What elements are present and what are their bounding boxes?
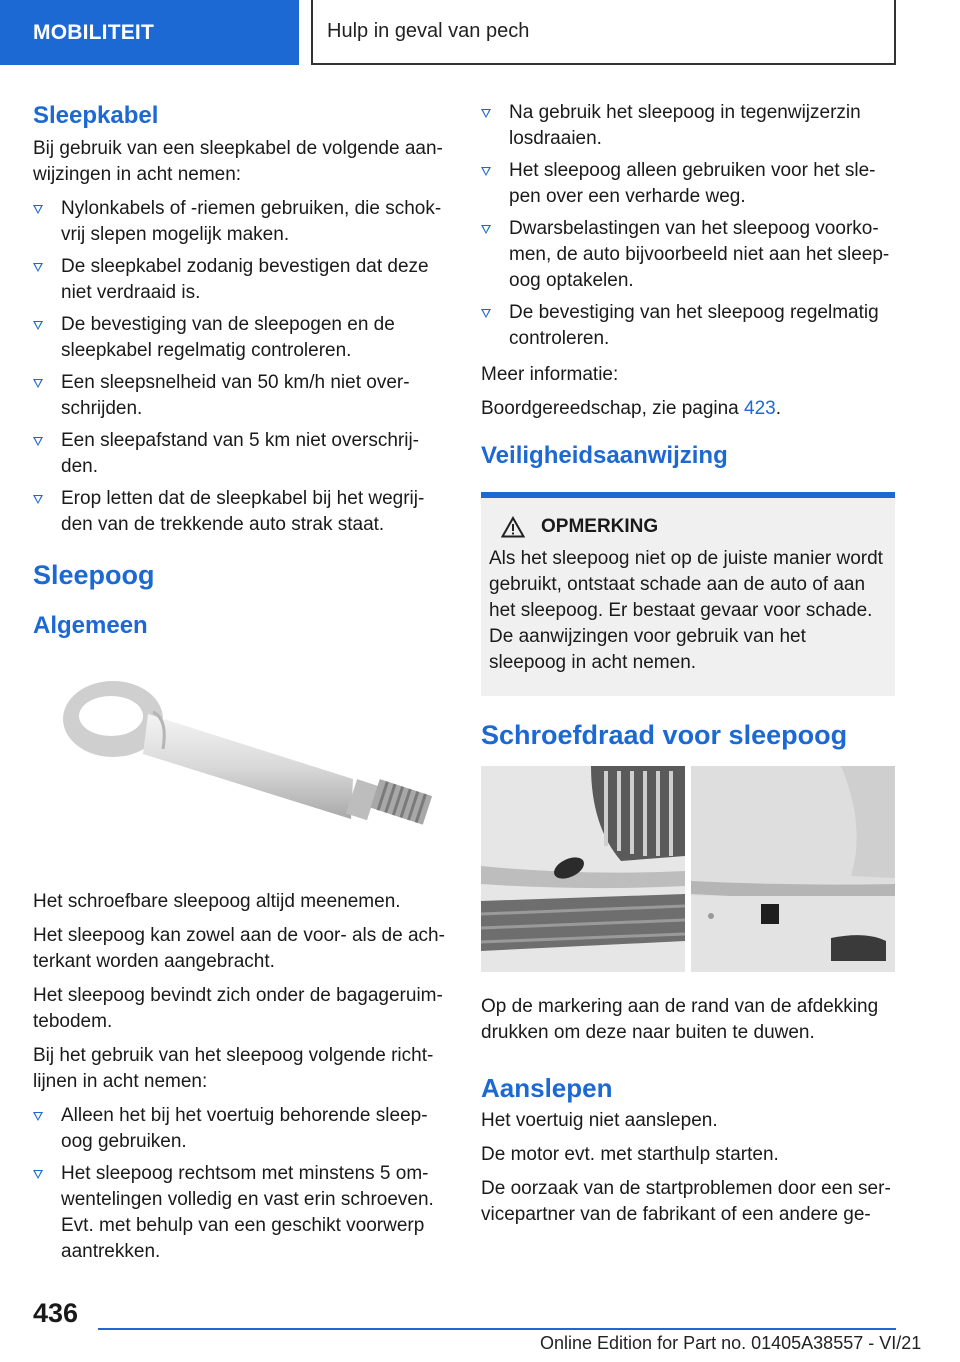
list-item: Een sleepsnelheid van 50 km/h niet over-schrijden. xyxy=(33,370,445,422)
list-item: Erop letten dat de sleepkabel bij het wegrij-den van de trekkende auto strak staat. xyxy=(33,486,445,538)
bullet-triangle-icon xyxy=(481,109,491,118)
sleepoog-heading: Sleepoog xyxy=(33,560,155,590)
list-item: De sleepkabel zodanig bevestigen dat deze niet verdraaid is. xyxy=(33,254,445,306)
bumper-grille-photo xyxy=(481,766,685,972)
bullet-triangle-icon xyxy=(33,1170,43,1179)
chapter-title: Hulp in geval van pech xyxy=(327,20,530,42)
edition-note: Online Edition for Part no. 01405A38557 - VI/21 xyxy=(540,1333,922,1353)
bumper-photos xyxy=(481,766,895,972)
schroefdraad-heading: Schroefdraad voor sleepoog xyxy=(481,720,848,750)
safety-heading: Veiligheidsaanwijzing xyxy=(481,442,728,469)
more-info-label: Meer informatie: xyxy=(481,364,619,385)
right-column xyxy=(481,100,895,1236)
list-item: De bevestiging van het sleepoog regelmatig controleren. xyxy=(481,300,895,352)
bullet-triangle-icon xyxy=(33,321,43,330)
algemeen-heading: Algemeen xyxy=(33,612,148,639)
bullet-triangle-icon xyxy=(33,1112,43,1121)
warning-icon xyxy=(501,516,525,538)
bullet-triangle-icon xyxy=(481,225,491,234)
notice-box xyxy=(481,492,895,696)
section-tab xyxy=(0,0,299,65)
sleepkabel-heading: Sleepkabel xyxy=(33,102,159,129)
paragraph: Het sleepoog bevindt zich onder de bagageruim-tebodem. xyxy=(33,985,443,1032)
paragraph: De oorzaak van de startproblemen door een ser-vicepartner van de fabrikant of een andere ge- xyxy=(481,1178,891,1225)
paragraph: De motor evt. met starthulp starten. xyxy=(481,1144,779,1165)
notice-text: Als het sleepoog niet op de juiste manier wordt gebruikt, ontstaat schade aan de auto of aan het sleepoog. Er bestaat gevaar voor schade. De aanwijzingen voor gebruik van het sleepoog in acht nemen. xyxy=(489,548,883,673)
list-item: Alleen het bij het voertuig behorende sleep-oog gebruiken. xyxy=(33,1103,445,1155)
bullet-triangle-icon xyxy=(33,437,43,446)
list-item: Het sleepoog alleen gebruiken voor het sle-pen over een verharde weg. xyxy=(481,158,895,210)
bullet-triangle-icon xyxy=(481,167,491,176)
sleepkabel-intro: Bij gebruik van een sleepkabel de volgende aan-wijzingen in acht nemen: xyxy=(33,138,443,185)
more-info xyxy=(481,396,895,422)
list-item: Het sleepoog rechtsom met minstens 5 om-wentelingen volledig en vast erin schroeven. Evt. met behulp van een geschikt voorwerp aantrekken. xyxy=(33,1161,445,1265)
page-number: 436 xyxy=(33,1298,79,1328)
more-info-end: . xyxy=(775,398,782,419)
bullet-triangle-icon xyxy=(33,263,43,272)
aanslepen-heading: Aanslepen xyxy=(481,1073,613,1103)
notice-title: OPMERKING xyxy=(489,516,887,538)
bullet-triangle-icon xyxy=(33,379,43,388)
list-item: De bevestiging van de sleepogen en de sleepkabel regelmatig controleren. xyxy=(33,312,445,364)
footer-divider xyxy=(98,1328,896,1330)
list-item: Dwarsbelastingen van het sleepoog voorko-men, de auto bijvoorbeeld niet aan het sleep-oog optakelen. xyxy=(481,216,895,294)
rear-bumper-photo xyxy=(691,766,895,972)
list-item: Na gebruik het sleepoog in tegenwijzerzin losdraaien. xyxy=(481,100,895,152)
section-label: MOBILITEIT xyxy=(33,20,154,44)
chapter-header xyxy=(311,0,896,65)
sleepoog-list xyxy=(33,1103,445,1265)
page-link-423[interactable]: 423 xyxy=(744,398,776,419)
paragraph: Het voertuig niet aanslepen. xyxy=(481,1110,718,1131)
list-item: Een sleepafstand van 5 km niet overschrij-den. xyxy=(33,428,445,480)
paragraph: Het sleepoog kan zowel aan de voor- als de ach-terkant worden aangebracht. xyxy=(33,925,445,972)
schroefdraad-text: Op de markering aan de rand van de afdekking drukken om deze naar buiten te duwen. xyxy=(481,996,879,1043)
sleepoog-list-continued xyxy=(481,100,895,352)
sleepkabel-list xyxy=(33,196,445,538)
list-item: Nylonkabels of -riemen gebruiken, die schok-vrij slepen mogelijk maken. xyxy=(33,196,445,248)
paragraph: Bij het gebruik van het sleepoog volgende richt-lijnen in acht nemen: xyxy=(33,1045,434,1092)
bullet-triangle-icon xyxy=(33,495,43,504)
bullet-triangle-icon xyxy=(33,205,43,214)
more-info-text: Boordgereedschap, zie pagina xyxy=(481,398,739,419)
tow-eye-illustration xyxy=(33,664,445,864)
bullet-triangle-icon xyxy=(481,309,491,318)
left-column xyxy=(33,100,445,1271)
paragraph: Het schroefbare sleepoog altijd meenemen. xyxy=(33,891,401,912)
